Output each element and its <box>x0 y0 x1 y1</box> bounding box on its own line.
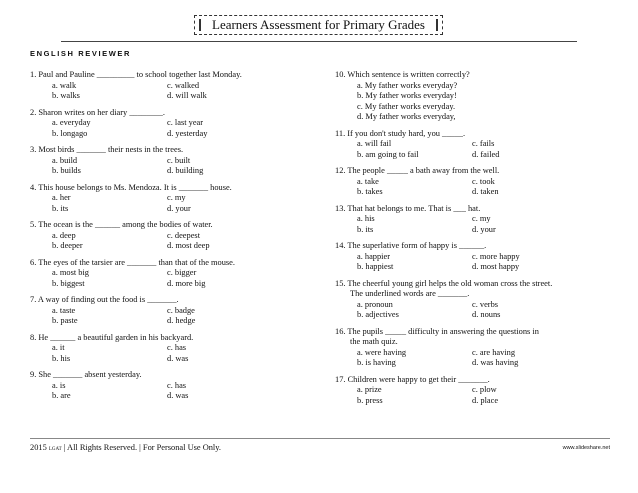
question-stem: 4. This house belongs to Ms. Mendoza. It is _______ house. <box>30 182 232 192</box>
question-stem: 7. A way of finding out the food is _______. <box>30 295 179 304</box>
answer-option: b. are <box>52 391 71 400</box>
answer-option: a. most big <box>52 268 89 277</box>
question-item <box>335 166 630 198</box>
footer-rights: | All Rights Reserved. | For Personal Use Only. <box>63 443 221 452</box>
question-item <box>335 327 630 369</box>
answer-option: b. its <box>52 203 69 213</box>
answer-option: d. most deep <box>167 241 210 250</box>
answer-option: d. nouns <box>472 310 501 319</box>
answer-option: a. walk <box>52 80 77 90</box>
answer-option: b. paste <box>52 316 78 325</box>
answer-option: d. your <box>167 203 191 213</box>
question-stem: 12. The people _____ a bath away from the well. <box>335 166 500 175</box>
answer-option: c. has <box>167 343 187 352</box>
answer-option: a. happier <box>357 251 391 261</box>
question-stem: 10. Which sentence is written correctly? <box>335 70 470 79</box>
answer-option: c. fails <box>472 139 495 148</box>
answer-option: a. his <box>357 214 375 223</box>
answer-option: b. press <box>357 395 383 405</box>
answer-option: b. his <box>52 353 71 363</box>
answer-option: b. takes <box>357 187 383 196</box>
answer-option: b. My father works everyday! <box>357 91 457 100</box>
question-stem-continued: The underlined words are _______. <box>350 289 470 298</box>
question-stem: 14. The superlative form of happy is ______. <box>335 241 487 250</box>
answer-option: a. deep <box>52 230 76 240</box>
footer-site: www.slideshare.net <box>562 445 610 451</box>
answer-options <box>30 193 318 214</box>
answer-option: a. is <box>52 380 66 390</box>
answer-option: c. walked <box>167 80 200 90</box>
answer-options <box>335 252 630 273</box>
right-question-column <box>335 70 630 412</box>
question-item <box>335 241 630 273</box>
question-item <box>335 204 630 236</box>
answer-option: d. most happy <box>472 262 520 271</box>
answer-option: d. was having <box>472 358 519 367</box>
answer-options <box>30 81 318 102</box>
question-item <box>30 295 318 327</box>
answer-option: b. is having <box>357 358 396 367</box>
answer-options <box>335 139 630 160</box>
answer-option: c. My father works everyday. <box>357 101 456 111</box>
answer-option: d. was <box>167 353 189 363</box>
footer-copyright <box>30 443 221 452</box>
answer-option: a. take <box>357 176 379 186</box>
answer-options <box>335 214 630 235</box>
answer-option: b. happiest <box>357 262 394 271</box>
answer-option: c. deepest <box>167 230 201 240</box>
answer-option: b. am going to fail <box>357 149 419 159</box>
answer-option: d. place <box>472 395 499 405</box>
answer-options <box>335 385 630 406</box>
left-question-column <box>30 70 318 408</box>
question-stem: 8. He ______ a beautiful garden in his backyard. <box>30 332 194 342</box>
answer-option: c. bigger <box>167 268 197 277</box>
question-stem: 2. Sharon writes on her diary ________. <box>30 107 165 117</box>
answer-option: c. badge <box>167 305 195 315</box>
answer-option: d. will walk <box>167 91 207 100</box>
answer-option: d. more big <box>167 278 206 288</box>
question-item <box>335 129 630 161</box>
document-title: Learners Assessment for Primary Grades <box>194 15 443 35</box>
question-item <box>30 183 318 215</box>
answer-option: b. walks <box>52 91 80 100</box>
answer-option: b. builds <box>52 166 81 175</box>
question-stem: 17. Children were happy to get their _______. <box>335 374 490 384</box>
question-stem: 11. If you don't study hard, you _____. <box>335 128 466 138</box>
answer-options <box>335 300 630 321</box>
answer-options <box>335 348 630 369</box>
answer-option: d. My father works everyday, <box>357 112 456 121</box>
question-stem: 3. Most birds _______ their nests in the trees. <box>30 145 184 154</box>
question-item <box>335 279 630 321</box>
question-stem: 15. The cheerful young girl helps the old woman cross the street. <box>335 278 553 288</box>
answer-option: c. more happy <box>472 251 520 261</box>
answer-option: a. taste <box>52 305 76 315</box>
answer-option: b. its <box>357 224 374 234</box>
answer-options <box>30 381 318 402</box>
question-item <box>30 108 318 140</box>
question-stem: 1. Paul and Pauline _________ to school together last Monday. <box>30 70 242 79</box>
question-item <box>335 375 630 407</box>
answer-option: d. failed <box>472 149 500 159</box>
answer-option: a. prize <box>357 385 382 394</box>
question-stem: 9. She _______ absent yesterday. <box>30 370 142 379</box>
answer-option: c. built <box>167 155 191 165</box>
answer-option: b. longago <box>52 128 88 138</box>
answer-option: a. it <box>52 343 65 352</box>
footer-year: 2015 <box>30 443 47 452</box>
footer-brand: LGAT <box>48 447 62 452</box>
question-item <box>30 220 318 252</box>
answer-option: c. my <box>472 214 491 223</box>
answer-option: d. yesterday <box>167 128 208 138</box>
answer-option: a. her <box>52 193 71 202</box>
answer-option: a. My father works everyday? <box>357 80 458 90</box>
answer-option: d. taken <box>472 187 499 196</box>
question-item <box>30 145 318 177</box>
header-divider <box>61 41 577 42</box>
answer-options <box>30 156 318 177</box>
question-item <box>30 370 318 402</box>
answer-options <box>30 268 318 289</box>
question-stem: 5. The ocean is the ______ among the bodies of water. <box>30 220 213 229</box>
answer-option: a. everyday <box>52 118 91 127</box>
answer-options <box>30 118 318 139</box>
question-stem: 16. The pupils _____ difficulty in answering the questions in <box>335 326 539 336</box>
answer-option: a. pronoun <box>357 299 393 309</box>
answer-options <box>30 343 318 364</box>
answer-option: a. build <box>52 155 78 165</box>
answer-option: b. biggest <box>52 278 85 288</box>
answer-option: c. took <box>472 176 495 186</box>
answer-option: d. was <box>167 391 189 400</box>
answer-option: d. hedge <box>167 316 196 325</box>
answer-option: d. your <box>472 224 496 234</box>
answer-option: c. last year <box>167 118 204 127</box>
answer-option: c. are having <box>472 347 516 357</box>
answer-option: d. building <box>167 166 204 175</box>
question-stem: 6. The eyes of the tarsier are _______ than that of the mouse. <box>30 257 235 267</box>
question-stem-continued: the math quiz. <box>350 337 398 346</box>
answer-option: c. plow <box>472 385 497 394</box>
question-item <box>30 258 318 290</box>
question-item <box>30 70 318 102</box>
answer-option: c. has <box>167 380 187 390</box>
answer-option: b. adjectives <box>357 310 399 319</box>
footer-divider <box>30 438 610 439</box>
answer-option: c. my <box>167 193 186 202</box>
answer-options <box>335 177 630 198</box>
question-item <box>335 70 630 123</box>
answer-option: a. will fail <box>357 139 392 148</box>
answer-option: c. verbs <box>472 299 499 309</box>
answer-option: b. deeper <box>52 241 83 250</box>
question-item <box>30 333 318 365</box>
answer-options <box>335 81 630 123</box>
answer-options <box>30 231 318 252</box>
question-stem: 13. That hat belongs to me. That is ___ hat. <box>335 203 481 213</box>
section-label: ENGLISH REVIEWER <box>30 49 132 58</box>
answer-options <box>30 306 318 327</box>
answer-option: a. were having <box>357 347 407 357</box>
